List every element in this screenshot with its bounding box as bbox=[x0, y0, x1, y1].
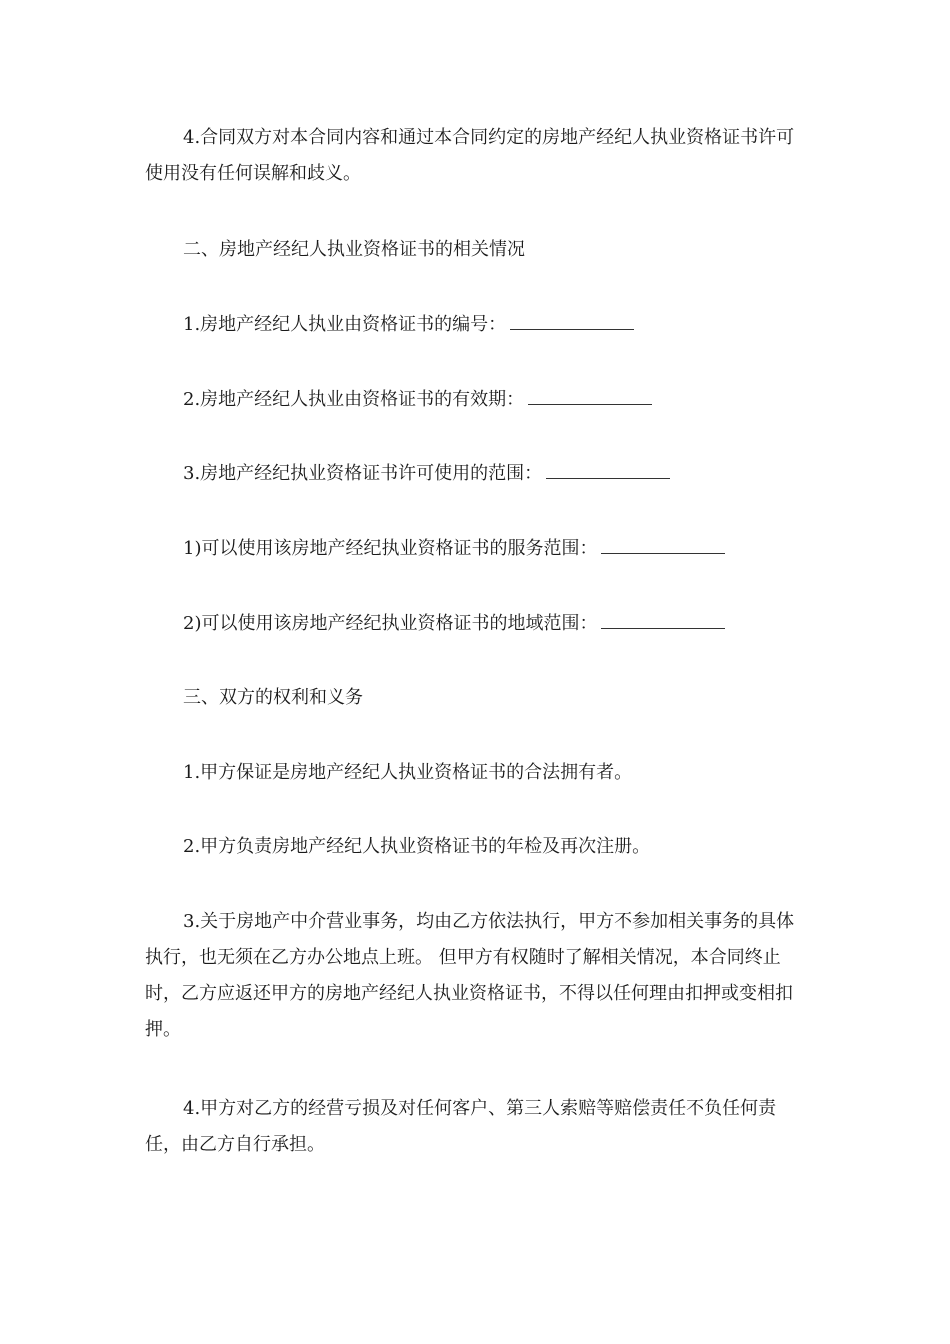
s2-sub-1-row bbox=[183, 531, 725, 567]
usage-scope-blank bbox=[546, 456, 670, 479]
s2-sub-2-label: 2)可以使用该房地产经纪执业资格证书的地域范围： bbox=[183, 613, 598, 634]
s2-item-3-row bbox=[183, 456, 670, 492]
s3-item-3-paragraph: 3.关于房地产中介营业事务，均由乙方依法执行，甲方不参加相关事务的具体执行，也无须在乙方办公地点上班。 但甲方有权随时了解相关情况，本合同终止时，乙方应返还甲方的房地产经纪人执业资格证书，不得以任何理由扣押或变相扣押。 bbox=[145, 911, 795, 1040]
region-scope-blank bbox=[601, 606, 725, 629]
s2-item-3-label: 3.房地产经纪执业资格证书许可使用的范围： bbox=[183, 463, 543, 484]
clause-4-paragraph: 4.合同双方对本合同内容和通过本合同约定的房地产经纪人执业资格证书许可使用没有任何误解和歧义。 bbox=[145, 127, 795, 184]
s2-item-2-label: 2.房地产经纪人执业由资格证书的有效期： bbox=[183, 389, 525, 410]
s2-sub-2-row bbox=[183, 606, 725, 642]
s3-item-2: 2.甲方负责房地产经纪人执业资格证书的年检及再次注册。 bbox=[183, 836, 651, 857]
s2-sub-1-label: 1)可以使用该房地产经纪执业资格证书的服务范围： bbox=[183, 538, 598, 559]
s3-item-1: 1.甲方保证是房地产经纪人执业资格证书的合法拥有者。 bbox=[183, 762, 633, 783]
s2-item-2-row bbox=[183, 382, 652, 418]
section-3-heading: 三、双方的权利和义务 bbox=[183, 687, 363, 708]
s2-item-1-label: 1.房地产经纪人执业由资格证书的编号： bbox=[183, 314, 507, 335]
section-2-heading: 二、房地产经纪人执业资格证书的相关情况 bbox=[183, 239, 525, 260]
s2-item-1-row bbox=[183, 307, 634, 343]
s3-item-4-paragraph: 4.甲方对乙方的经营亏损及对任何客户、第三人索赔等赔偿责任不负任何责任，由乙方自行承担。 bbox=[145, 1098, 777, 1155]
service-scope-blank bbox=[601, 531, 725, 554]
certificate-number-blank bbox=[510, 307, 634, 330]
validity-period-blank bbox=[528, 382, 652, 405]
